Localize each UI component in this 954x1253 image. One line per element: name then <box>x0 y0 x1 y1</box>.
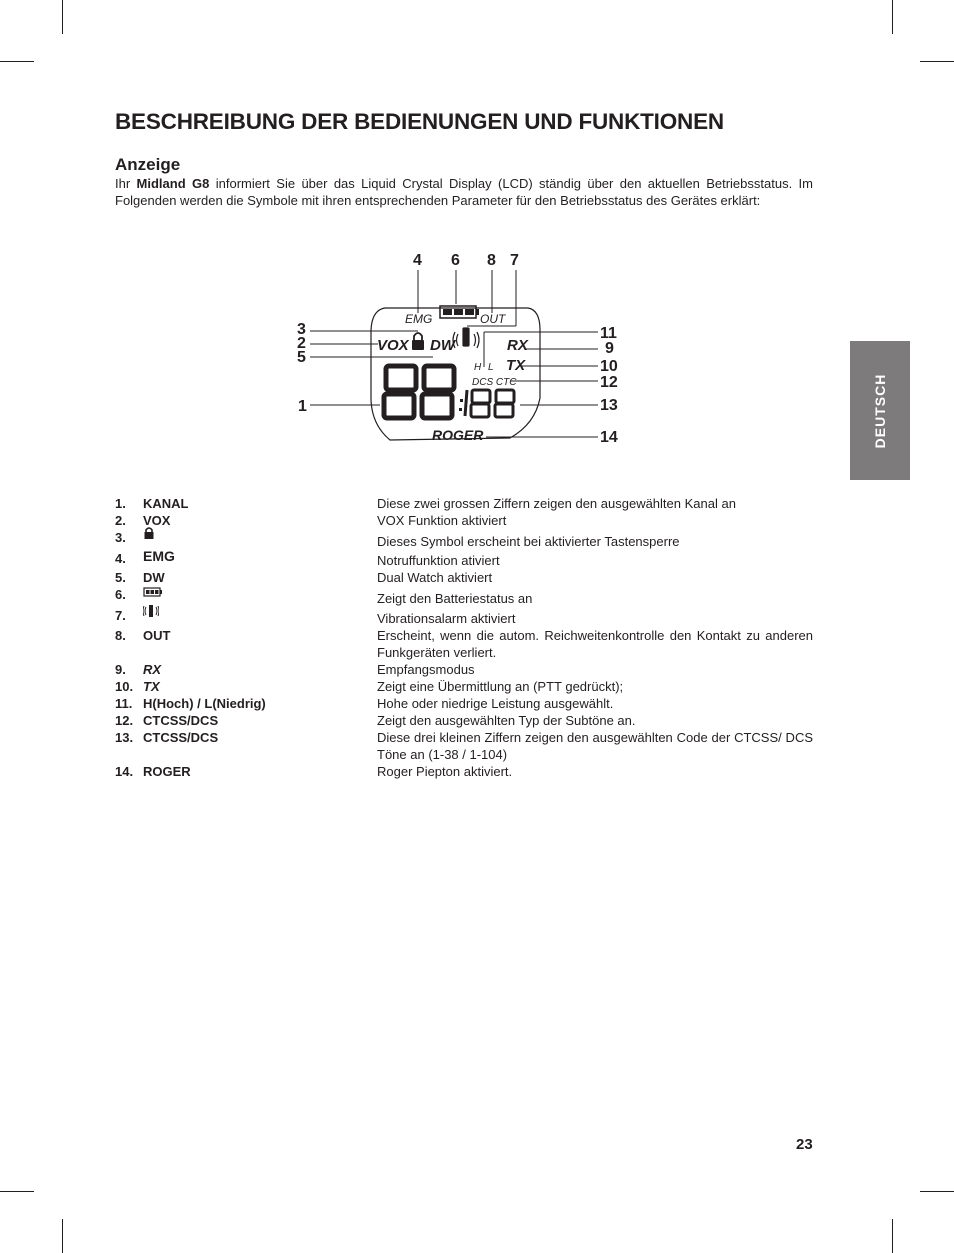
legend-item-number: 9. <box>115 662 126 677</box>
callout-7: 7 <box>510 252 519 269</box>
lcd-vox-label: VOX <box>377 337 409 354</box>
legend-item-number: 11. <box>115 696 133 711</box>
legend-item-number: 12. <box>115 713 134 728</box>
lcd-tx-label: TX <box>506 357 526 374</box>
callout-5: 5 <box>297 349 306 366</box>
page-number: 23 <box>796 1136 813 1153</box>
callout-8: 8 <box>487 252 496 269</box>
channel-digits <box>384 366 454 418</box>
legend-item-description: Zeigt den ausgewählten Typ der Subtöne an. <box>377 713 636 728</box>
legend-item-term: KANAL <box>143 496 189 511</box>
legend-item <box>115 678 813 695</box>
callout-10: 10 <box>600 358 618 375</box>
legend-item-number: 4. <box>115 551 126 566</box>
legend-item-term: VOX <box>143 513 171 528</box>
callout-11: 11 <box>600 325 617 342</box>
callout-3: 3 <box>297 321 306 338</box>
legend-item-term: DW <box>143 570 165 585</box>
lcd-diagram <box>0 0 954 480</box>
callout-4: 4 <box>413 252 422 269</box>
legend-item-number: 7. <box>115 608 126 623</box>
vibration-icon <box>453 328 479 348</box>
legend-item <box>115 569 813 586</box>
lcd-roger-label: ROGER <box>432 427 484 443</box>
legend-item <box>115 529 813 550</box>
callout-13: 13 <box>600 397 618 414</box>
legend-item <box>115 729 813 763</box>
legend-item-description: Diese zwei grossen Ziffern zeigen den ausgewählten Kanal an <box>377 496 736 511</box>
crop-mark <box>892 1219 893 1253</box>
legend-item-description: Erscheint, wenn die autom. Reichweitenkontrolle den Kontakt zu anderen Funkgeräten verliert. <box>377 628 813 660</box>
legend-item-description: Zeigt eine Übermittlung an (PTT gedrückt); <box>377 679 624 694</box>
legend-item-number: 3. <box>115 530 126 545</box>
legend-item-term: CTCSS/DCS <box>143 730 219 745</box>
legend-item-description: Zeigt den Batteriestatus an <box>377 591 533 606</box>
lock-icon <box>412 333 424 350</box>
legend-list <box>115 495 813 780</box>
legend-item-number: 8. <box>115 628 126 643</box>
legend-item-term: RX <box>143 662 162 677</box>
legend-item-description: Vibrationsalarm aktiviert <box>377 611 516 626</box>
battery-icon <box>143 582 163 599</box>
callout-2: 2 <box>297 335 306 352</box>
legend-item <box>115 512 813 529</box>
callout-14: 14 <box>600 429 618 446</box>
legend-item-term: CTCSS/DCS <box>143 713 219 728</box>
brand-name: Midland G8 <box>136 176 210 191</box>
code-digits <box>459 390 514 417</box>
lcd-dw-label: DW <box>430 337 455 354</box>
legend-item <box>115 586 813 607</box>
legend-item-description: VOX Funktion aktiviert <box>377 513 507 528</box>
legend-item <box>115 607 813 627</box>
crop-mark <box>920 1191 954 1192</box>
lcd-rx-label: RX <box>507 337 528 354</box>
callout-12: 12 <box>600 374 618 391</box>
lcd-emg-label: EMG <box>405 312 433 326</box>
legend-item-description: Dual Watch aktiviert <box>377 570 493 585</box>
legend-item-number: 6. <box>115 587 126 602</box>
legend-item-term: H(Hoch) / L(Niedrig) <box>143 696 266 711</box>
legend-item-description: Notruffunktion ativiert <box>377 553 500 568</box>
legend-item-description: Diese drei kleinen Ziffern zeigen den ausgewählten Code der CTCSS/ DCS Töne an (1-38 / 1-104) <box>377 730 813 762</box>
lcd-l-label: L <box>488 362 494 373</box>
legend-item-number: 14. <box>115 764 134 779</box>
legend-item <box>115 661 813 678</box>
intro-paragraph: Ihr Midland G8 informiert Sie über das Liquid Crystal Display (LCD) ständig über den aktuellen Betriebsstatus. Im Folgenden werden die Symbole mit ihren entsprechenden Parameter für den Betriebsstatus des Gerätes erklärt: <box>115 176 813 208</box>
legend-item-description: Dieses Symbol erscheint bei aktivierter Tastensperre <box>377 534 680 549</box>
legend-item-term: ROGER <box>143 764 191 779</box>
lock-icon <box>143 523 155 540</box>
page-title: BESCHREIBUNG DER BEDIENUNGEN UND FUNKTIONEN <box>115 109 724 134</box>
legend-item <box>115 627 813 661</box>
legend-item-term: TX <box>143 679 160 694</box>
callout-6: 6 <box>451 252 460 269</box>
crop-mark <box>0 1191 34 1192</box>
section-heading: Anzeige <box>115 155 181 174</box>
legend-item <box>115 695 813 712</box>
vibration-icon <box>143 601 159 618</box>
legend-item-number: 13. <box>115 730 134 745</box>
legend-item <box>115 712 813 729</box>
callout-9: 9 <box>605 340 614 357</box>
legend-item-description: Empfangsmodus <box>377 662 475 677</box>
lcd-out-label: OUT <box>480 312 506 326</box>
language-tab-label: DEUTSCH <box>872 373 888 448</box>
lcd-h-label: H <box>474 362 482 373</box>
legend-item-description: Roger Piepton aktiviert. <box>377 764 513 779</box>
legend-item-number: 5. <box>115 570 126 585</box>
legend-item <box>115 495 813 512</box>
legend-item-number: 1. <box>115 496 126 511</box>
lcd-dcs-ctc-label: DCS CTC <box>472 377 517 388</box>
legend-item <box>115 763 813 780</box>
callout-1: 1 <box>298 398 307 415</box>
legend-item-description: Hohe oder niedrige Leistung ausgewählt. <box>377 696 614 711</box>
legend-item-term: EMG <box>143 548 175 564</box>
legend-item-term: OUT <box>143 628 171 643</box>
legend-item-number: 2. <box>115 513 126 528</box>
crop-mark <box>62 1219 63 1253</box>
legend-item-number: 10. <box>115 679 134 694</box>
legend-item <box>115 550 813 569</box>
